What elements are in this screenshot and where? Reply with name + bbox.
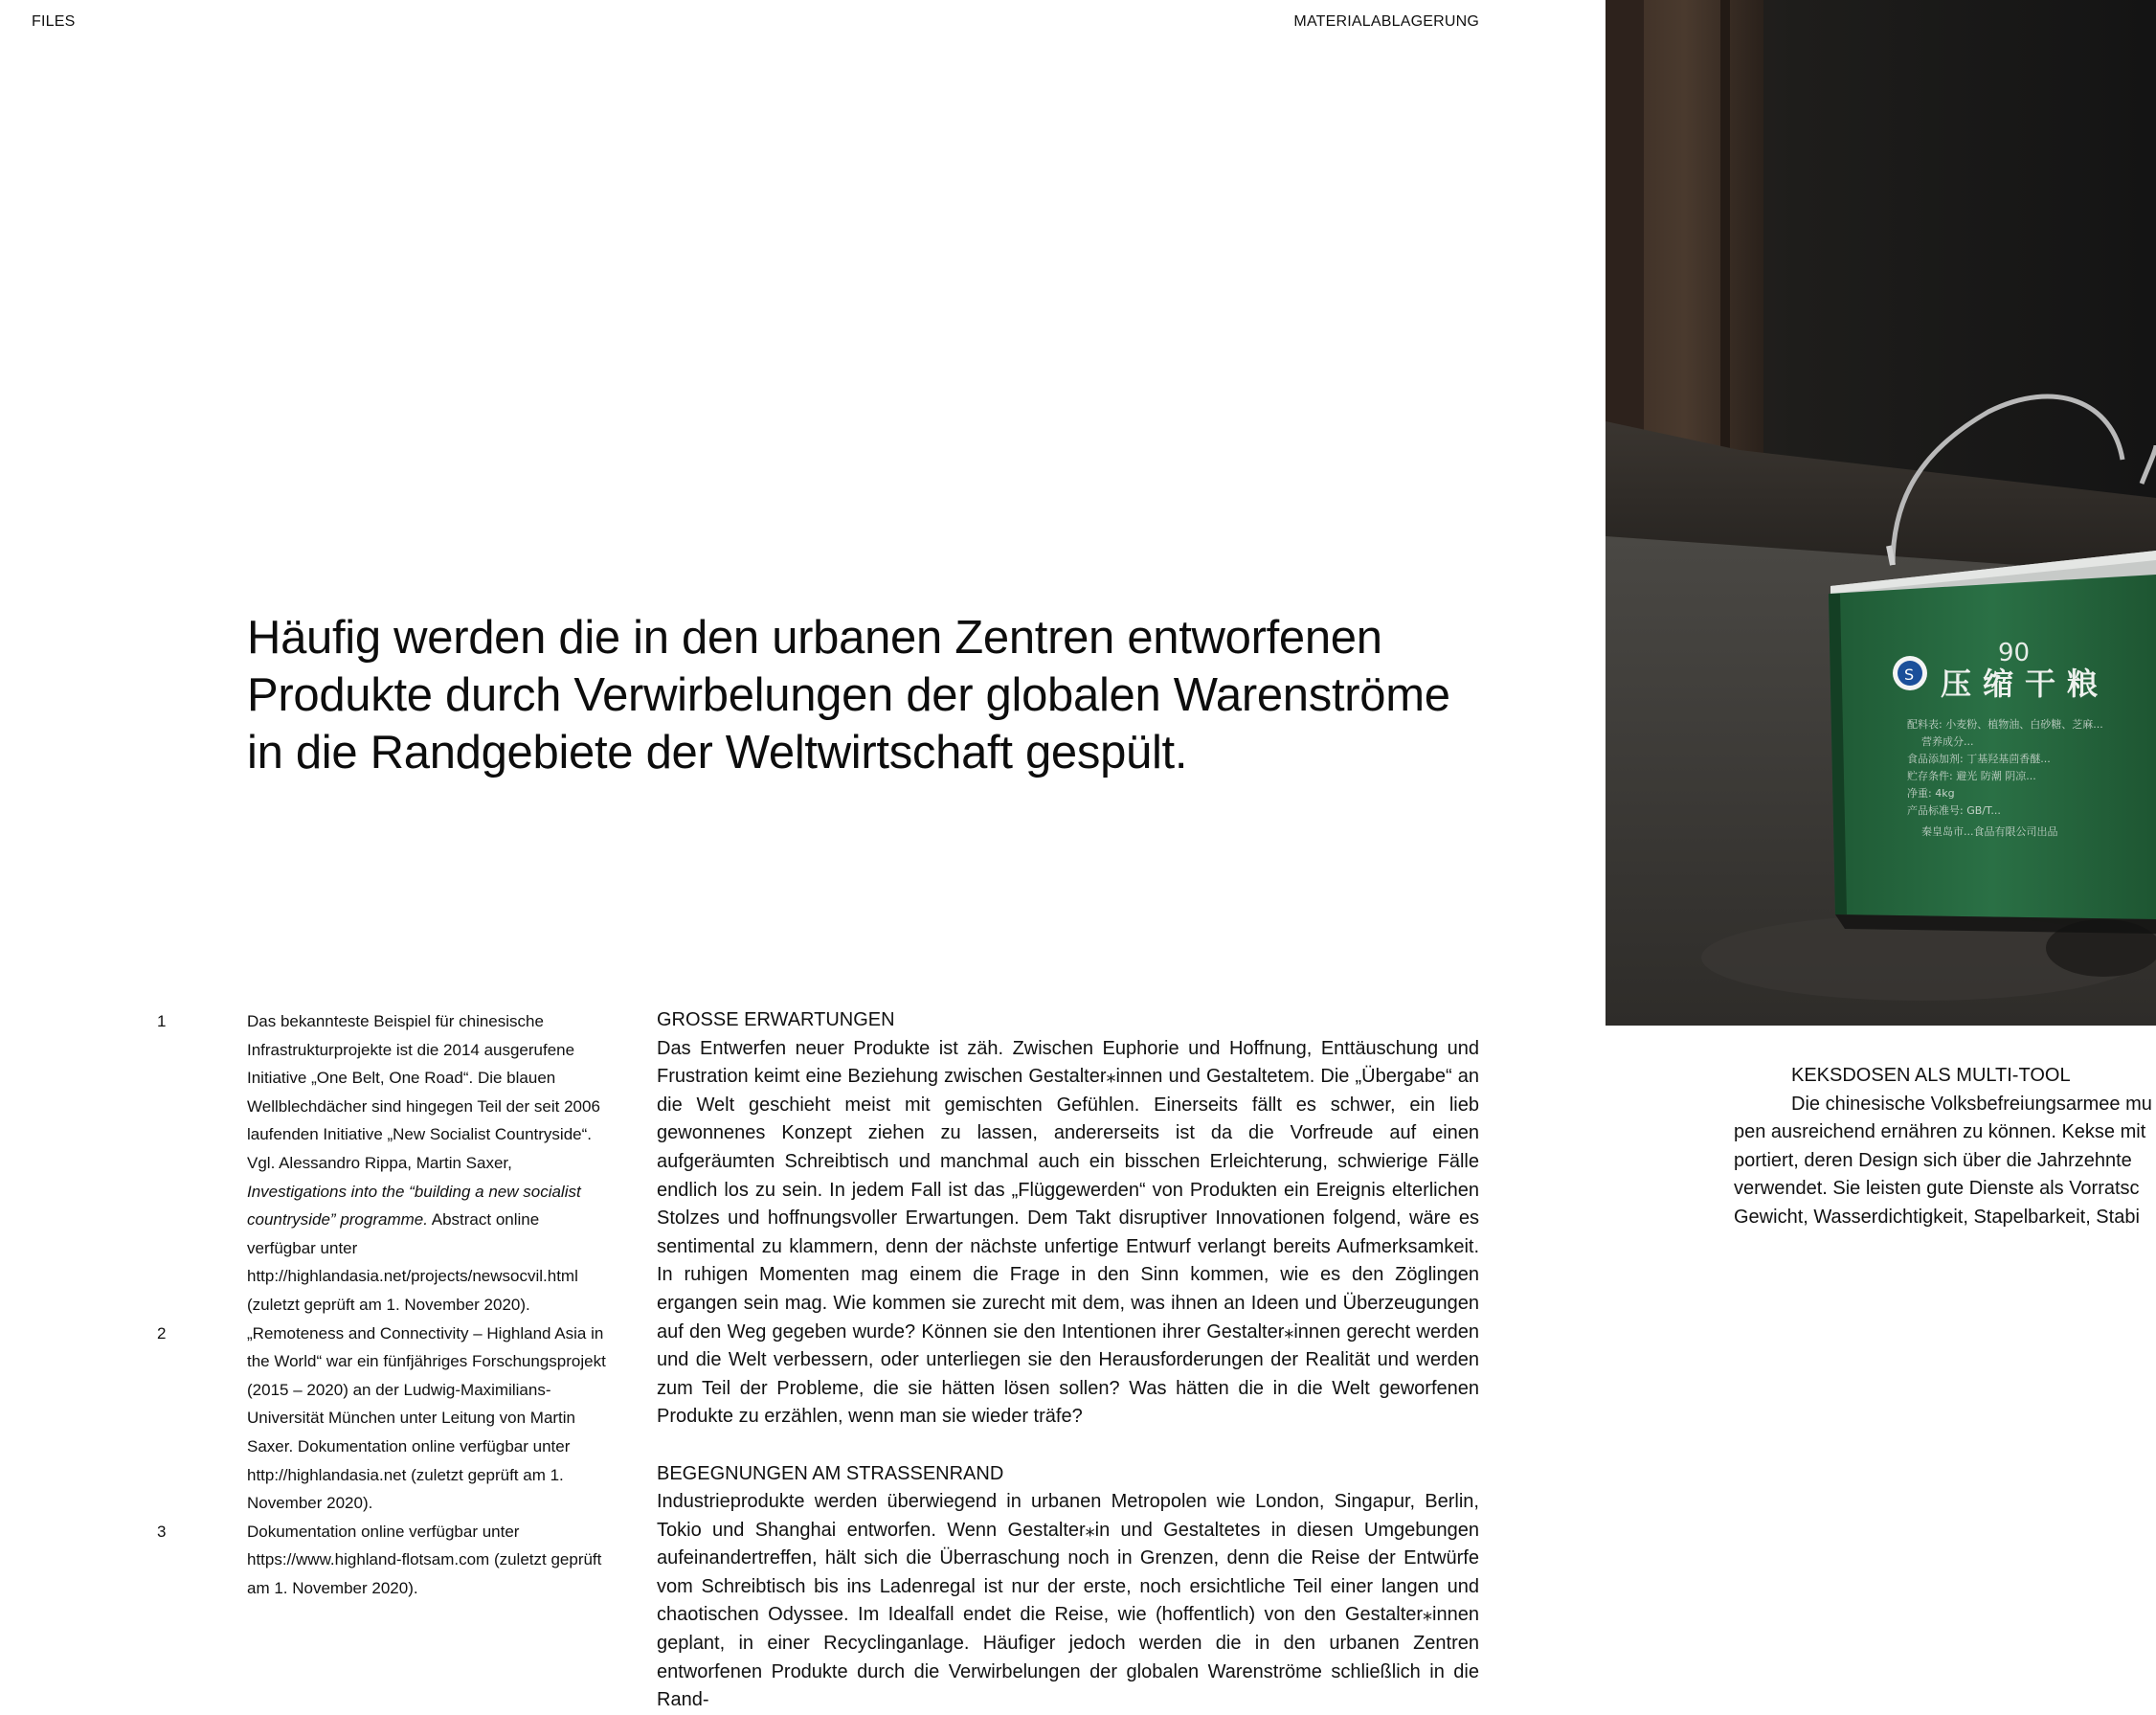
footnotes (157, 1007, 636, 1602)
footnote-number: 1 (157, 1012, 167, 1030)
tin-small-text: 营养成分... (1921, 735, 1974, 748)
footnote-text (247, 1007, 611, 1320)
tin-logo-letter: S (1904, 666, 1915, 684)
column-line: verwendet. Sie leisten gute Dienste als Vorratsc (1734, 1178, 2140, 1200)
section-heading: GROSSE ERWARTUNGEN (657, 1009, 895, 1030)
column-line: portiert, deren Design sich über die Jahrzehnte (1734, 1149, 2132, 1171)
tin-small-text: 配料表: 小麦粉、植物油、白砂糖、芝麻... (1907, 718, 2103, 731)
next-page-column (1734, 1062, 2156, 1232)
pull-quote: Häufig werden die in den urbanen Zentren entworfenen Produkte durch Verwirbelungen der globalen Warenströme in die Randgebiete der Weltwirtschaft gespült. (247, 612, 1450, 779)
tin-small-text: 贮存条件: 避光 防潮 阴凉... (1907, 770, 2036, 782)
column-line: Die chinesische Volksbefreiungsarmee mu (1791, 1093, 2152, 1115)
footnote (157, 1518, 636, 1603)
footnote-italic-title: Investigations into the “building a new socialist countryside” programme. (247, 1182, 581, 1230)
column-line: Gewicht, Wasserdichtigkeit, Stapelbarkeit, Stabi (1734, 1206, 2140, 1228)
tin-small-text: 产品标准号: GB/T... (1907, 804, 2001, 817)
column-line: pen ausreichend ernähren zu können. Kekse mit (1734, 1121, 2146, 1143)
tin-number: 90 (1998, 639, 2031, 667)
tin-small-text: 食品添加剂: 丁基羟基茴香醚... (1907, 753, 2051, 765)
running-head-left: FILES (32, 13, 76, 30)
footnote-number: 3 (157, 1522, 167, 1541)
footnote (157, 1320, 636, 1518)
photo-biscuit-tin (1606, 0, 2156, 1026)
footnote-text: Dokumentation online verfügbar unter https://www.highland-flotsam.com (zuletzt geprüft am 1. November 2020). (247, 1522, 602, 1597)
tin-small-text: 秦皇岛市...食品有限公司出品 (1921, 825, 2058, 838)
section-heading: KEKSDOSEN ALS MULTI-TOOL (1791, 1065, 2071, 1086)
footnote-number: 2 (157, 1323, 167, 1343)
section-body: Das Entwerfen neuer Produkte ist zäh. Zwischen Euphorie und Hoffnung, Enttäuschung und Frustration keimt eine Beziehung zwischen Gestalter⁎innen und Gestaltetem. Die „Übergabe“ an die Welt geschieht meist mit gemischten Gefühlen. Einerseits fällt es schwer, ein lieb gewonnenes Konzept ziehen zu lassen, andererseits ist da die Vorfreude auf einen aufgeräumten Schreibtisch und manchmal auch ein bisschen Erleichterung, schwierige Fälle endlich los zu sein. In jedem Fall ist das „Flüggewerden“ von Produkten ein Ereignis elterlichen Stolzes und hoffnungsvoller Erwartungen. Dem Takt disruptiver Innovationen folgend, wäre es sentimental zu klammern, denn der nächste unfertige Entwurf verlangt bereits Aufmerksamkeit. In ruhigen Momenten mag einem die Frage in den Sinn kommen, wie es den Zöglingen ergangen sein mag. Wie kommen sie zurecht mit dem, was ihnen an Ideen und Überzeugungen auf den Weg gegeben wurde? Können sie den Intentionen ihrer Gestalter⁎innen gerecht werden und die Welt verbessern, oder unterliegen sie den Herausforderungen der Realität und werden zum Teil der Probleme, die sie hätten lösen sollen? Was hätten die in die Welt geworfenen Produkte zu erzählen, wenn man sie wieder träfe? (657, 1037, 1479, 1428)
tin-small-text: 净重: 4kg (1907, 787, 1955, 800)
footnote (157, 1007, 636, 1320)
running-head-right: MATERIALABLAGERUNG (1293, 13, 1479, 30)
footnote-text-part: Abstract online verfügbar unter http://highlandasia.net/projects/newsocvil.html (zuletzt geprüft am 1. November 2020). (247, 1210, 578, 1314)
body-column (657, 1006, 1479, 1715)
footnote-text-part: Das bekannteste Beispiel für chinesische Infrastrukturprojekte ist die 2014 ausgerufene Initiative „One Belt, One Road“. Die blauen Wellblechdächer sind hingegen Teil der seit 2006 laufenden Initiative „New Socialist Countryside“. Vgl. Alessandro Rippa, Martin Saxer, (247, 1012, 600, 1172)
footnote-text: „Remoteness and Connectivity – Highland Asia in the World“ war ein fünfjähriges Forschungsprojekt (2015 – 2020) an der Ludwig-Maximilians-Universität München unter Leitung von Martin Saxer. Dokumentation online verfügbar unter http://highlandasia.net (zuletzt geprüft am 1. November 2020). (247, 1323, 606, 1513)
section-heading: BEGEGNUNGEN AM STRASSENRAND (657, 1462, 1004, 1484)
tin-label: 压缩干粮 (1941, 666, 2110, 702)
section-body: Industrieprodukte werden überwiegend in urbanen Metropolen wie London, Singapur, Berlin, Tokio und Shanghai entworfen. Wenn Gestalter⁎in und Gestaltetes in diesen Umgebungen aufeinandertreffen, hält sich die Überraschung noch in Grenzen, denn die Reise der Entwürfe vom Schreibtisch bis ins Ladenregal ist nur der erste, noch ersichtliche Teil einer langen und chaotischen Odyssee. Im Idealfall endet die Reise, wie (hoffentlich) von den Gestalter⁎innen geplant, in einer Recyclinganlage. Häufiger jedoch werden die in den urbanen Zentren entworfenen Produkte durch die Verwirbelungen der globalen Warenströme schließlich in die Rand- (657, 1491, 1479, 1711)
